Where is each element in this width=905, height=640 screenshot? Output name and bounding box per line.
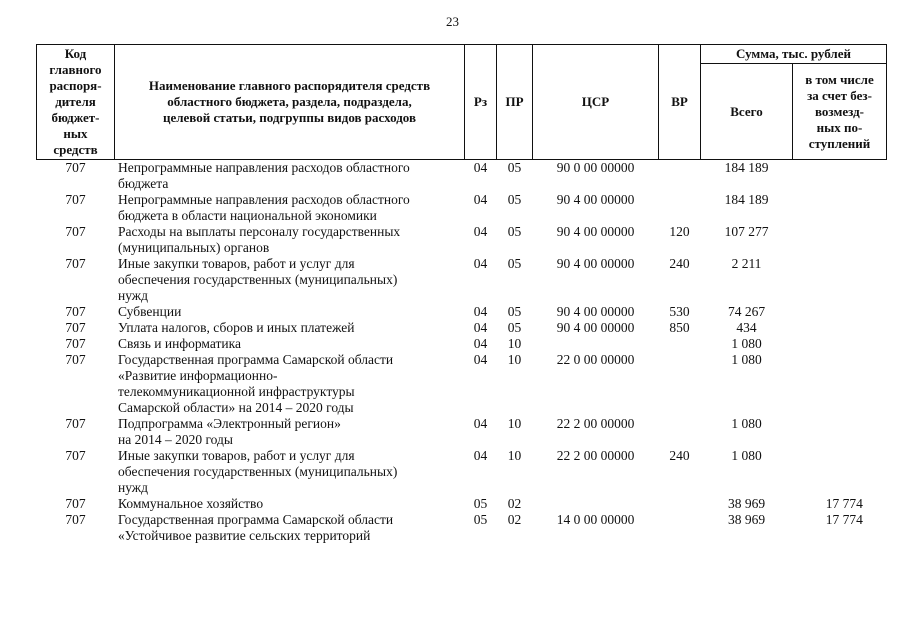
cell-rz: 05 xyxy=(473,496,488,511)
cell-name-line: бюджета xyxy=(118,176,169,191)
cell-name xyxy=(115,224,465,256)
header-vr: ВР xyxy=(659,45,701,160)
cell-vsego: 1 080 xyxy=(731,352,762,367)
table-row xyxy=(37,256,887,304)
header-bezv: в том числе за счет без- возмезд- ных по- ступлений xyxy=(793,64,887,160)
cell-pr: 10 xyxy=(507,448,522,463)
cell-name-line: Непрограммные направления расходов областного xyxy=(118,160,410,175)
cell-bezv xyxy=(793,416,887,448)
cell-rz: 04 xyxy=(473,320,488,335)
cell-name-line: бюджета в области национальной экономики xyxy=(118,208,377,223)
cell-name xyxy=(115,352,465,416)
cell-csr: 22 2 00 00000 xyxy=(556,448,635,463)
table-row xyxy=(37,320,887,336)
cell-vr xyxy=(659,512,701,544)
cell-csr xyxy=(533,496,659,512)
page-number: 23 xyxy=(446,14,459,29)
cell-name-line: Иные закупки товаров, работ и услуг для xyxy=(118,256,355,271)
cell-kod: 707 xyxy=(65,160,86,175)
cell-rz: 04 xyxy=(473,256,488,271)
cell-vr: 530 xyxy=(669,304,690,319)
cell-kod: 707 xyxy=(65,192,86,207)
cell-rz: 04 xyxy=(473,224,488,239)
cell-pr: 02 xyxy=(507,512,522,527)
cell-csr: 90 4 00 00000 xyxy=(556,320,635,335)
cell-vsego: 107 277 xyxy=(724,224,769,239)
cell-rz: 05 xyxy=(473,512,488,527)
cell-kod: 707 xyxy=(65,256,86,271)
cell-vr xyxy=(659,336,701,352)
cell-kod: 707 xyxy=(65,336,86,351)
cell-name xyxy=(115,416,465,448)
table-row xyxy=(37,160,887,193)
cell-name-line: Государственная программа Самарской области xyxy=(118,352,394,367)
cell-pr: 05 xyxy=(507,256,522,271)
cell-kod: 707 xyxy=(65,320,86,335)
cell-pr: 10 xyxy=(507,352,522,367)
cell-name-line: обеспечения государственных (муниципальных) xyxy=(118,272,398,287)
cell-name-line: Подпрограмма «Электронный регион» xyxy=(118,416,341,431)
cell-pr: 10 xyxy=(507,336,522,351)
cell-name xyxy=(115,496,465,512)
cell-bezv xyxy=(793,256,887,304)
cell-bezv xyxy=(793,448,887,496)
cell-vr: 120 xyxy=(669,224,690,239)
table-row xyxy=(37,512,887,544)
cell-pr: 05 xyxy=(507,160,522,175)
cell-csr: 90 4 00 00000 xyxy=(556,304,635,319)
cell-rz: 04 xyxy=(473,448,488,463)
cell-vr xyxy=(659,352,701,416)
cell-vr xyxy=(659,160,701,193)
cell-name-line: «Устойчивое развитие сельских территорий xyxy=(118,528,371,543)
cell-bezv xyxy=(793,192,887,224)
cell-name-line: Уплата налогов, сборов и иных платежей xyxy=(118,320,355,335)
cell-pr: 05 xyxy=(507,224,522,239)
cell-vsego: 74 267 xyxy=(727,304,766,319)
cell-vsego: 434 xyxy=(736,320,757,335)
cell-name-line: на 2014 – 2020 годы xyxy=(118,432,233,447)
table-row xyxy=(37,496,887,512)
cell-vr xyxy=(659,192,701,224)
header-csr: ЦСР xyxy=(533,45,659,160)
cell-vsego: 184 189 xyxy=(724,160,769,175)
cell-name-line: Коммунальное хозяйство xyxy=(118,496,264,511)
cell-name-line: нужд xyxy=(118,288,148,303)
header-summa: Сумма, тыс. рублей xyxy=(701,45,887,64)
cell-csr: 90 0 00 00000 xyxy=(556,160,635,175)
cell-name-line: Расходы на выплаты персоналу государственных xyxy=(118,224,401,239)
cell-rz: 04 xyxy=(473,160,488,175)
header-rz: Рз xyxy=(465,45,497,160)
cell-name-line: Связь и информатика xyxy=(118,336,241,351)
cell-vr: 240 xyxy=(669,256,690,271)
cell-kod: 707 xyxy=(65,304,86,319)
cell-vr xyxy=(659,416,701,448)
cell-kod: 707 xyxy=(65,416,86,431)
cell-kod: 707 xyxy=(65,352,86,367)
cell-csr: 22 2 00 00000 xyxy=(556,416,635,431)
cell-csr: 90 4 00 00000 xyxy=(556,192,635,207)
table-row xyxy=(37,352,887,416)
cell-name-line: телекоммуникационной инфраструктуры xyxy=(118,384,355,399)
cell-vsego: 184 189 xyxy=(724,192,769,207)
table-row xyxy=(37,224,887,256)
cell-bezv: 17 774 xyxy=(825,512,863,527)
cell-bezv xyxy=(793,320,887,336)
cell-csr: 22 0 00 00000 xyxy=(556,352,635,367)
table-row xyxy=(37,448,887,496)
cell-bezv xyxy=(793,352,887,416)
cell-rz: 04 xyxy=(473,192,488,207)
cell-vsego: 1 080 xyxy=(731,336,762,351)
cell-name-line: обеспечения государственных (муниципальных) xyxy=(118,464,398,479)
header-name: Наименование главного распорядителя средств областного бюджета, раздела, подраздела, целевой статьи, подгруппы видов расходов xyxy=(115,45,465,160)
table-row xyxy=(37,416,887,448)
header-vsego: Всего xyxy=(701,64,793,160)
cell-vr xyxy=(659,496,701,512)
header-kod: Код главного распоря- дителя бюджет- ных средств xyxy=(37,45,115,160)
cell-bezv xyxy=(793,336,887,352)
cell-name xyxy=(115,320,465,336)
cell-name xyxy=(115,336,465,352)
cell-vsego: 38 969 xyxy=(727,512,766,527)
cell-name-line: нужд xyxy=(118,480,148,495)
cell-rz: 04 xyxy=(473,304,488,319)
table-row xyxy=(37,304,887,320)
cell-name xyxy=(115,192,465,224)
cell-bezv: 17 774 xyxy=(825,496,863,511)
cell-name xyxy=(115,304,465,320)
cell-name-line: Самарской области» на 2014 – 2020 годы xyxy=(118,400,354,415)
cell-vr: 240 xyxy=(669,448,690,463)
cell-rz: 04 xyxy=(473,352,488,367)
cell-kod: 707 xyxy=(65,512,86,527)
cell-name xyxy=(115,512,465,544)
cell-vr: 850 xyxy=(669,320,690,335)
cell-kod: 707 xyxy=(65,224,86,239)
cell-name-line: Непрограммные направления расходов областного xyxy=(118,192,410,207)
cell-pr: 05 xyxy=(507,192,522,207)
table-row xyxy=(37,336,887,352)
cell-pr: 05 xyxy=(507,320,522,335)
cell-csr: 90 4 00 00000 xyxy=(556,224,635,239)
cell-pr: 10 xyxy=(507,416,522,431)
cell-vsego: 38 969 xyxy=(727,496,766,511)
cell-name-line: (муниципальных) органов xyxy=(118,240,270,255)
cell-kod: 707 xyxy=(65,448,86,463)
cell-name-line: Иные закупки товаров, работ и услуг для xyxy=(118,448,355,463)
cell-vsego: 2 211 xyxy=(731,256,762,271)
cell-name-line: Субвенции xyxy=(118,304,182,319)
cell-kod: 707 xyxy=(65,496,86,511)
cell-bezv xyxy=(793,304,887,320)
cell-name-line: «Развитие информационно- xyxy=(118,368,278,383)
cell-vsego: 1 080 xyxy=(731,448,762,463)
cell-name-line: Государственная программа Самарской области xyxy=(118,512,394,527)
cell-name xyxy=(115,160,465,193)
cell-csr xyxy=(533,336,659,352)
cell-bezv xyxy=(793,224,887,256)
cell-rz: 04 xyxy=(473,416,488,431)
table-body xyxy=(37,160,887,545)
cell-csr: 90 4 00 00000 xyxy=(556,256,635,271)
cell-pr: 02 xyxy=(507,496,522,511)
cell-bezv xyxy=(793,160,887,193)
header-pr: ПР xyxy=(497,45,533,160)
budget-table xyxy=(36,44,887,544)
table-row xyxy=(37,192,887,224)
cell-name xyxy=(115,256,465,304)
cell-rz: 04 xyxy=(473,336,488,351)
cell-name xyxy=(115,448,465,496)
cell-csr: 14 0 00 00000 xyxy=(556,512,635,527)
cell-vsego: 1 080 xyxy=(731,416,762,431)
cell-pr: 05 xyxy=(507,304,522,319)
